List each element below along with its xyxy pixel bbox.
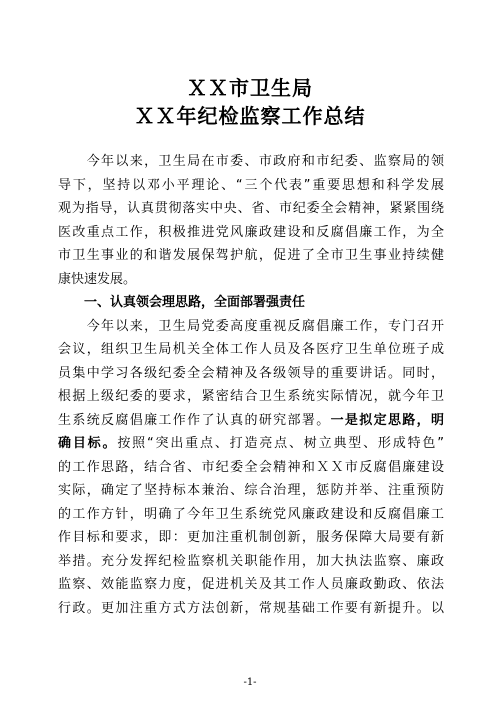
document-title-line1: ＸＸ市卫生局 (187, 76, 313, 100)
text-line: 导下，坚持以邓小平理论、“三个代表”重要思想和科学发展 (58, 177, 444, 193)
paragraph-section1 (58, 315, 444, 621)
bold-text-segment: 确目标。 (58, 436, 118, 451)
text-line: 观为指导，认真贯彻落实中央、省、市纪委全会精神，紧紧围绕 (58, 201, 444, 216)
text-line: 康快速发展。 (58, 271, 137, 287)
text-line: 的工作方针，明确了今年卫生系统党风廉政建设和反腐倡廉工 (58, 506, 444, 522)
text-segment: 生系统反腐倡廉工作作了认真的研究部署。 (58, 412, 331, 428)
text-line: 市卫生事业的和谐发展保驾护航，促进了全市卫生事业持续健 (58, 248, 444, 263)
text-line: 根据上级纪委的要求，紧密结合卫生系统实际情况，就今年卫 (58, 389, 444, 404)
text-line: 举措。充分发挥纪检监察机关职能作用，加大执法监察、廉政 (58, 553, 444, 569)
text-line: 会议，组织卫生局机关全体工作人员及各医疗卫生单位班子成 (58, 342, 444, 357)
text-line: 行政。更加注重方式方法创新，常规基础工作要有新提升。以 (58, 600, 444, 616)
paragraph-intro (58, 150, 444, 291)
bold-text-segment: 一是拟定思路，明 (330, 412, 444, 428)
text-line: 的工作思路，结合省、市纪委全会精神和ＸＸ市反腐倡廉建设 (58, 459, 444, 475)
text-line: 作目标和要求，即：更加注重机制创新，服务保障大局要有新 (58, 530, 444, 545)
section-heading: 一、认真领会理思路，全面部署强责任 (58, 295, 306, 310)
text-line: 医改重点工作，积极推进党风廉政建设和反腐倡廉工作，为全 (58, 224, 444, 240)
page-number: -1- (243, 677, 257, 688)
text-line: 实际，确定了坚持标本兼治、综合治理，惩防并举、注重预防 (58, 483, 444, 498)
text-segment: 按照“突出重点、打造亮点、树立典型、形成特色” (117, 436, 444, 451)
document-body (58, 150, 444, 620)
document-title-line2: ＸＸ年纪检监察工作总结 (134, 104, 366, 128)
text-line: 今年以来，卫生局在市委、市政府和市纪委、监察局的领 (58, 154, 444, 169)
text-line: 今年以来，卫生局党委高度重视反腐倡廉工作，专门召开 (58, 318, 444, 334)
text-line: 员集中学习各级纪委全会精神及各级领导的重要讲话。同时， (58, 365, 444, 381)
text-line-mixed (58, 432, 444, 456)
text-line: 监察、效能监察力度，促进机关及其工作人员廉政勤政、依法 (58, 577, 444, 592)
text-line-mixed (58, 409, 444, 433)
